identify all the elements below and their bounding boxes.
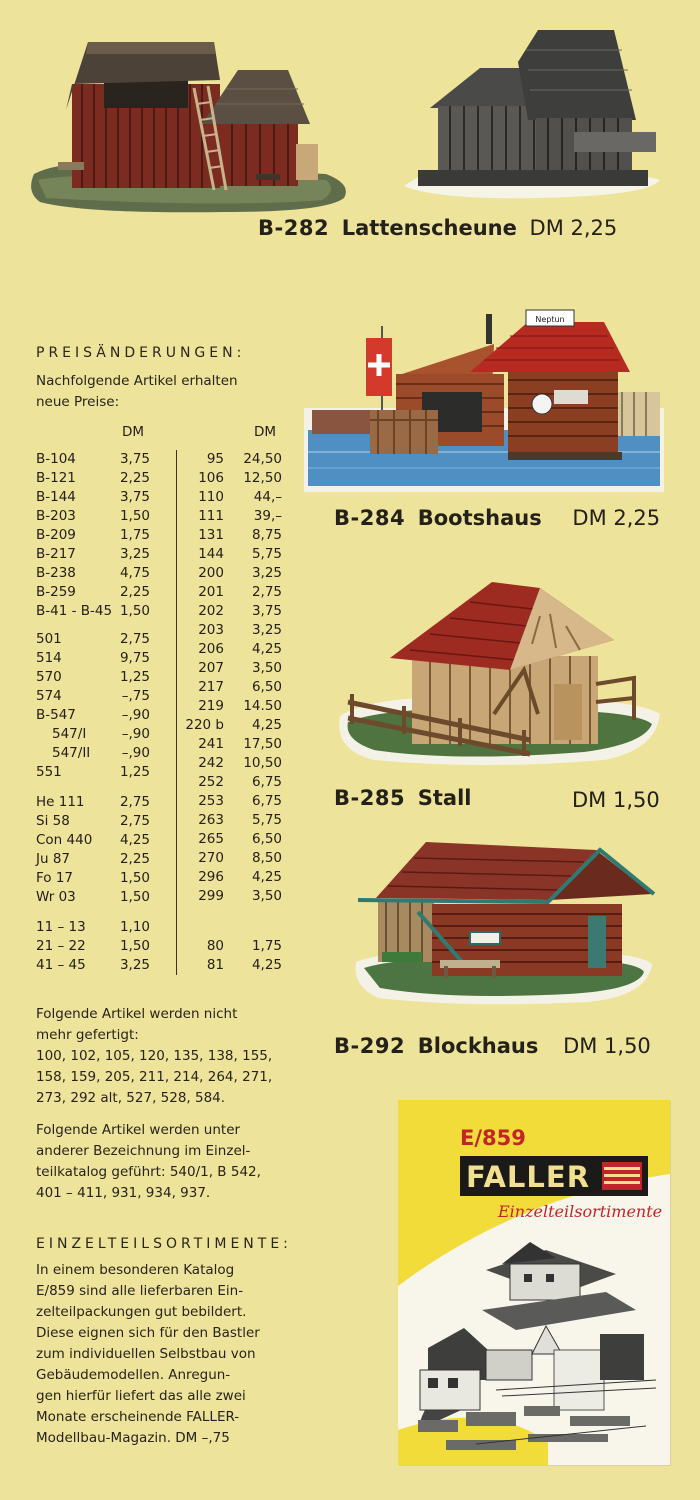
price-row-article: B-547 — [36, 707, 76, 723]
price-row-article: B-259 — [36, 584, 76, 600]
price-row-article: 219 — [198, 698, 224, 714]
price-row-price: 4,25 — [251, 641, 282, 657]
text-line: 158, 159, 205, 211, 214, 264, 271, — [36, 1069, 273, 1085]
price-row-article: 41 – 45 — [36, 957, 86, 973]
text-line: gen hierfür liefert das alle zwei — [36, 1388, 246, 1404]
product-code: B-285 — [334, 786, 406, 810]
text-line: Diese eignen sich für den Bastler — [36, 1325, 260, 1341]
price-row-article: 570 — [36, 669, 62, 685]
price-row-price: 14.50 — [243, 698, 282, 714]
price-row-article: Fo 17 — [36, 870, 74, 886]
price-row-price: 2,75 — [119, 813, 150, 829]
price-row-price: 3,25 — [119, 957, 150, 973]
price-row-price: 2,25 — [119, 584, 150, 600]
price-row-price: 1,25 — [119, 764, 150, 780]
price-row-price: 4,25 — [119, 832, 150, 848]
product-code: B-282 — [258, 216, 330, 240]
price-row-article: 263 — [198, 812, 224, 828]
price-row-price: 39,– — [253, 508, 282, 524]
product-name: Stall — [417, 786, 472, 810]
price-row-price: 1,50 — [119, 889, 150, 905]
text-line: Folgende Artikel werden unter — [36, 1122, 241, 1138]
boathouse-illustration — [304, 302, 664, 492]
faller-logo-stripes — [602, 1162, 642, 1190]
price-row-article: B-104 — [36, 451, 76, 467]
price-row-article: 265 — [198, 831, 224, 847]
product-price: DM 2,25 — [572, 506, 661, 530]
price-row-price: 2,75 — [119, 631, 150, 647]
text-line: Gebäudemodellen. Anregun- — [36, 1367, 231, 1383]
price-row-article: Ju 87 — [36, 851, 71, 867]
price-row-article: 203 — [198, 622, 224, 638]
price-row-price: 1,10 — [119, 919, 150, 935]
parts-catalog-cover — [398, 1100, 670, 1465]
text-line: mehr gefertigt: — [36, 1027, 139, 1043]
price-row-article: 95 — [206, 451, 224, 467]
boathouse-sign-text: Neptun — [535, 315, 565, 324]
price-row-article: 110 — [198, 489, 224, 505]
text-line: Folgende Artikel werden nicht — [36, 1006, 238, 1022]
price-row-article: 514 — [36, 650, 62, 666]
price-row-article: 299 — [198, 888, 224, 904]
price-changes-heading: PREISÄNDERUNGEN: — [36, 345, 246, 361]
catalog-subtitle: Einzelteilsortimente — [498, 1202, 663, 1221]
price-row-article: 220 b — [185, 717, 224, 733]
product-name: Blockhaus — [417, 1034, 539, 1058]
price-row-article: 200 — [198, 565, 224, 581]
log-cabin-illustration — [348, 836, 658, 1008]
price-row-price: 3,75 — [119, 451, 150, 467]
price-row-price: 3,50 — [251, 888, 282, 904]
price-row-article: 547/I — [52, 726, 87, 742]
price-row-price: 1,75 — [251, 938, 282, 954]
price-row-article: B-217 — [36, 546, 76, 562]
price-row-price: 2,75 — [119, 794, 150, 810]
price-row-price: 44,– — [253, 489, 282, 505]
model-parts-illustration — [406, 1230, 664, 1458]
price-row-price: 3,50 — [251, 660, 282, 676]
price-row-price: 24,50 — [243, 451, 282, 467]
price-row-article: B-209 — [36, 527, 76, 543]
price-row-article: 501 — [36, 631, 62, 647]
price-row-article: 106 — [198, 470, 224, 486]
price-row-price: 8,75 — [251, 527, 282, 543]
product-price-b285: DM 1,50 — [572, 788, 660, 812]
price-row-price: 3,25 — [251, 565, 282, 581]
price-row-price: 6,50 — [251, 831, 282, 847]
price-row-article: 270 — [198, 850, 224, 866]
product-price: DM 1,50 — [563, 1034, 651, 1058]
price-row-article: 81 — [206, 957, 224, 973]
product-code: B-292 — [334, 1034, 406, 1058]
price-row-price: 1,25 — [119, 669, 150, 685]
price-row-price: 6,75 — [251, 774, 282, 790]
price-row-price: –,90 — [121, 726, 150, 742]
price-row-article: 202 — [198, 603, 224, 619]
price-row-article: 241 — [198, 736, 224, 752]
price-row-price: 8,50 — [251, 850, 282, 866]
product-caption-b292 — [334, 1034, 651, 1058]
product-name: Bootshaus — [417, 506, 542, 530]
price-row-price: 1,50 — [119, 508, 150, 524]
price-row-price: 17,50 — [243, 736, 282, 752]
price-row-price: 1,50 — [119, 938, 150, 954]
price-row-article: 144 — [198, 546, 224, 562]
discontinued-notice — [36, 1004, 272, 1109]
product-name: Lattenscheune — [341, 216, 517, 240]
price-row-article: 296 — [198, 869, 224, 885]
price-row-price: 1,50 — [119, 603, 150, 619]
price-row-article: 206 — [198, 641, 224, 657]
price-row-article: 80 — [206, 938, 224, 954]
barn-illustration-bw — [398, 20, 666, 200]
price-row-price: 1,75 — [119, 527, 150, 543]
parts-description — [36, 1260, 260, 1449]
price-row-price: 10,50 — [243, 755, 282, 771]
intro-line: neue Preise: — [36, 394, 120, 410]
price-row-article: 242 — [198, 755, 224, 771]
currency-header-right: DM — [254, 424, 277, 440]
text-line: teilkatalog geführt: 540/1, B 542, — [36, 1164, 261, 1180]
price-row-price: 2,25 — [119, 851, 150, 867]
price-row-article: Wr 03 — [36, 889, 76, 905]
currency-header-left: DM — [122, 424, 145, 440]
price-row-article: B-238 — [36, 565, 76, 581]
text-line: zelteilpackungen gut bebildert. — [36, 1304, 247, 1320]
product-code: B-284 — [334, 506, 406, 530]
intro-line: Nachfolgende Artikel erhalten — [36, 373, 238, 389]
price-row-article: 11 – 13 — [36, 919, 86, 935]
price-row-article: 201 — [198, 584, 224, 600]
barn-illustration-color — [26, 34, 352, 218]
text-line: Modellbau-Magazin. DM –,75 — [36, 1430, 230, 1446]
product-caption-b282 — [258, 216, 617, 240]
price-row-price: –,75 — [121, 688, 150, 704]
price-row-article: B-121 — [36, 470, 76, 486]
price-row-price: 9,75 — [119, 650, 150, 666]
text-line: 100, 102, 105, 120, 135, 138, 155, — [36, 1048, 273, 1064]
price-row-price: 2,75 — [251, 584, 282, 600]
price-row-price: 3,75 — [119, 489, 150, 505]
text-line: anderer Bezeichnung im Einzel- — [36, 1143, 251, 1159]
price-row-price: 3,75 — [251, 603, 282, 619]
price-row-price: 3,25 — [251, 622, 282, 638]
text-line: In einem besonderen Katalog — [36, 1262, 235, 1278]
product-price: DM 2,25 — [529, 216, 618, 240]
price-row-article: Si 58 — [36, 813, 70, 829]
price-row-article: 131 — [198, 527, 224, 543]
product-caption-b284 — [334, 506, 660, 530]
renamed-notice — [36, 1120, 261, 1204]
price-row-price: 5,75 — [251, 546, 282, 562]
price-row-price: 4,25 — [251, 717, 282, 733]
price-row-article: 252 — [198, 774, 224, 790]
price-row-article: 21 – 22 — [36, 938, 86, 954]
price-row-price: 1,50 — [119, 870, 150, 886]
stable-illustration — [334, 574, 664, 770]
text-line: 273, 292 alt, 527, 528, 584. — [36, 1090, 226, 1106]
price-row-price: –,90 — [121, 707, 150, 723]
price-row-price: –,90 — [121, 745, 150, 761]
price-row-article: B-41 - B-45 — [36, 603, 113, 619]
price-row-article: 253 — [198, 793, 224, 809]
price-row-article: 207 — [198, 660, 224, 676]
price-row-article: He 111 — [36, 794, 85, 810]
price-row-article: 547/II — [52, 745, 91, 761]
price-row-article: Con 440 — [36, 832, 93, 848]
text-line: 401 – 411, 931, 934, 937. — [36, 1185, 211, 1201]
price-row-article: 111 — [198, 508, 224, 524]
text-line: zum individuellen Selbstbau von — [36, 1346, 256, 1362]
text-line: Monate erscheinende FALLER- — [36, 1409, 240, 1425]
price-row-price: 2,25 — [119, 470, 150, 486]
parts-heading: EINZELTEILSORTIMENTE: — [36, 1236, 292, 1252]
price-row-article: B-203 — [36, 508, 76, 524]
price-row-price: 12,50 — [243, 470, 282, 486]
faller-logo-text: FALLER — [466, 1160, 591, 1194]
price-row-price: 3,25 — [119, 546, 150, 562]
product-caption-b285 — [334, 786, 471, 810]
price-row-price: 5,75 — [251, 812, 282, 828]
price-row-price: 4,25 — [251, 957, 282, 973]
price-row-article: 551 — [36, 764, 62, 780]
price-row-price: 4,75 — [119, 565, 150, 581]
price-row-price: 6,75 — [251, 793, 282, 809]
price-row-article: B-144 — [36, 489, 76, 505]
text-line: E/859 sind alle lieferbaren Ein- — [36, 1283, 244, 1299]
catalog-number: E/859 — [460, 1126, 526, 1150]
price-row-article: 217 — [198, 679, 224, 695]
faller-logo — [460, 1156, 648, 1196]
price-row-price: 6,50 — [251, 679, 282, 695]
price-row-price: 4,25 — [251, 869, 282, 885]
price-row-article: 574 — [36, 688, 62, 704]
price-changes-intro — [36, 371, 238, 413]
